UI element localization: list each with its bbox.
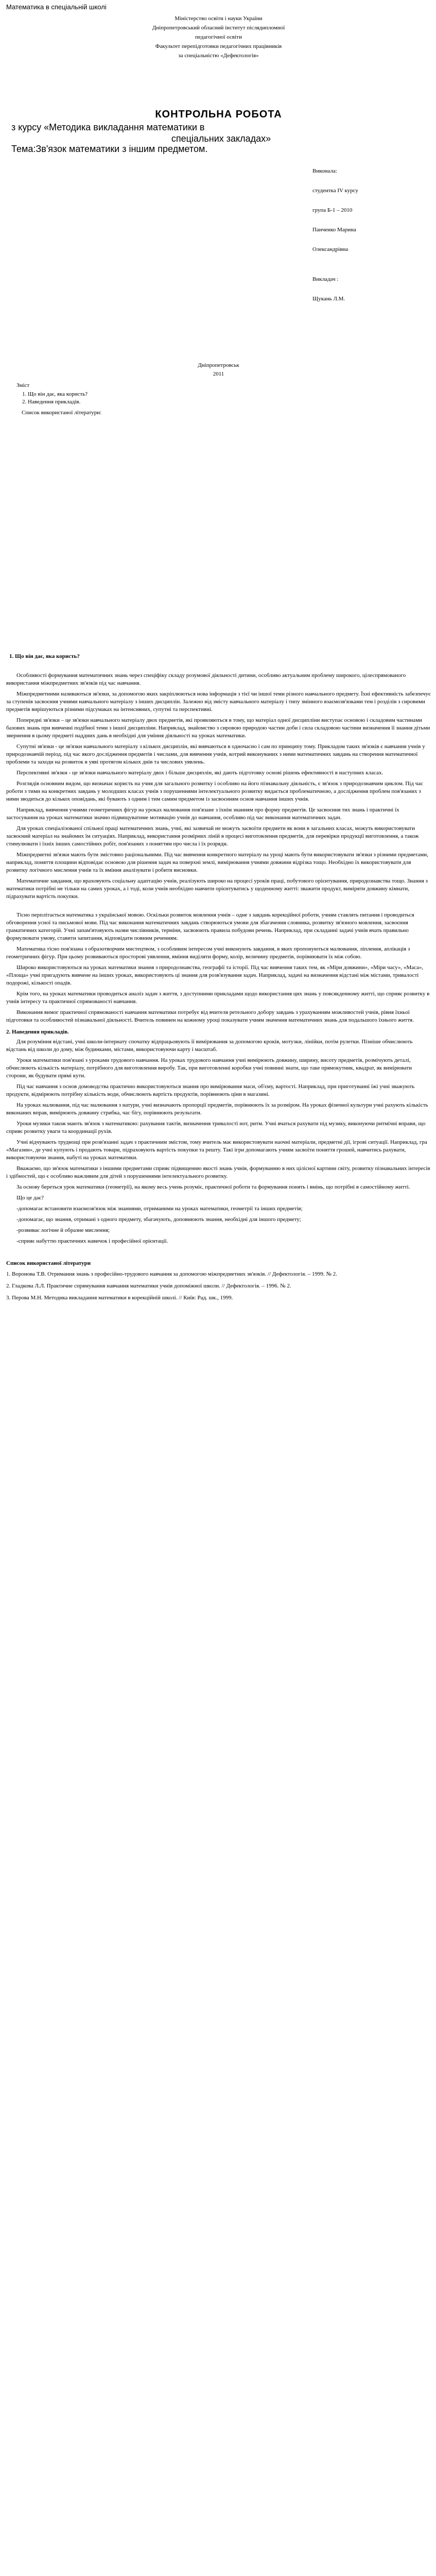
paragraph: Математичне завдання, що враховують соціальну адаптацію учнів, реалізують широко на процесі уроків праці, побутового орієнтування, природознавства тощо. Знання з математики потрібні не тільки на самих уроках, а і тоді, коли учнів необхідно навчити орієнтуватись у щоденному житті: зважити продукт, виміряти довжину кімнати, підрахувати вартість покупки. xyxy=(6,878,428,900)
section-2-heading: 2. Наведення прикладів. xyxy=(6,1029,69,1035)
toc-heading: Зміст xyxy=(16,382,30,388)
toc-item: 2. Наведення прикладів. xyxy=(28,398,431,406)
reference-item: 1. Воронова Т.В. Отримання знань з професійно-трудового навчання за допомогою міжпредметних зв'язків. // Дефектологія. – 1999. № 2. xyxy=(6,1271,338,1277)
paragraph: Для розуміння відстані, учні школи-інтернату спочатку відпрацьовують її вимірювання за допомогою кроків, мотузки, лінійки, потім рулетки. Пізніше обчислюють відстань від школи до дому, між будинками, містами, використовуючи карту і масштаб. xyxy=(6,1039,413,1053)
executor-line: група Б-1 – 2010 xyxy=(312,207,353,213)
paragraph: Широко використовуються на уроках математики знання з природознавства, географії та історії. Під час вивчення таких тем, як «Міри довжини», «Міри часу», «Маса», «Площа» учні пригадують вивчене на інших уроках, використовують ці знання для розв'язування задач. Наприклад, задачі на визначення відстані між містами, тривалості подорожі, кількості опадів. xyxy=(6,964,424,986)
city: Дніпропетровськ xyxy=(198,362,239,368)
paragraph: Уроки музики також мають зв'язок з математикою: рахування тактів, визначення тривалості нот, ритм. Учні вчаться рахувати під музику, виконуючи ритмічні вправи, що сприяє розвитку уваги та координації рухів. xyxy=(6,1121,426,1134)
section-1-body xyxy=(6,672,431,1024)
document-title: Математика в спеціальній школі xyxy=(6,3,107,11)
paragraph: Тісно перплітається математика з української мовою. Оскільки розвиток мовлення учнів – одне з завдань корекційної роботи, учням ставлять питання і проводиться обговорення усної та письмової мови. Під час виконання математичних завдань створюються умови для збагачення словника, розвитку зв'язного мовлення, засвоєння граматичних категорій. Учні запам'ятовують назви числівників, терміни, засвоюють правила побудови речень. Наприклад, при складанні задачі учнів вчать правильно формулювати умову, ставити запитання, відповідати повним реченням. xyxy=(6,912,414,941)
list-item: -допомагає встановити взаємозв'язок між знаннями, отриманими на уроках математики, геометрії та інших предметів; xyxy=(16,1206,303,1212)
header-line: Міністерство освіти і науки України xyxy=(175,15,263,22)
reference-item: 2. Гладкова Л.Л. Практичне спрямування навчання математики учнів допоміжної школи. // Дефектологія. – 1996. № 2. xyxy=(6,1283,291,1289)
paragraph: Наприклад, вивчення учнями геометричних фігур на уроках малювання пов'язане з їхнім знанням про форму предметів. Це засвоєння тих знань і практичні їх застосування на уроках математики значно підвищуватиме мотивацію учнів до навчання, особливо під час виконання математичних задач. xyxy=(6,807,399,821)
reviewer-label: Викладач : xyxy=(312,276,339,282)
table-of-contents xyxy=(16,382,431,417)
paragraph: Міжпредметні зв'язки мають бути змістовно раціональними. Під час вивчення конкретного матеріалу на уроці мають бути використовувати зв'язки з різними предметами, наприклад, поняття площини відповідає основою для рішення задач на поверхні землі, вимірювання учнями довжини відрізка тощо. Необхідно їх використовувати для розвитку логічного мислення учнів та їх вміння аналізувати і робити висновки. xyxy=(6,852,428,873)
course-line-2: спеціальних закладах» xyxy=(171,133,271,144)
year: 2011 xyxy=(213,371,224,377)
toc-item: Список використаної літератури: xyxy=(22,410,102,416)
paragraph: Міжпредметними називаються зв'язки, за допомогою яких закріплюються нова інформація з тієї чи іншої теми різного навчального предмету. Їхні ефективність забезпечує за ступенів засвоєння учнями навчального матеріалу з інших дисциплін. Залежно від змісту навчального матеріалу і типу змінного взаємозв'язками тем і розділів з сировими предметів вирішуються різними підсумаках на інтенсивних, супутні та перспективні. xyxy=(6,691,431,713)
executor-label: Виконала: xyxy=(312,168,337,174)
executor-block xyxy=(312,166,431,303)
reference-item: 3. Перова М.Н. Методика викладання математики в корекційній школі. // Київ: Рад. шк., 1999. xyxy=(6,1295,233,1301)
executor-line: Олександрівна xyxy=(312,246,348,252)
theme-line: Тема:Зв'язок математики з іншим предметом. xyxy=(11,144,208,154)
paragraph: Математика тісно пов'язана з образотворчим мистецтвом, з особливим інтересом учні виконують завдання, в яких пропонуються малювання, ліплення, аплікація з геометричних фігур. При цьому розвиваються просторові уявлення, вміння виділяти форму, колір, величину предметів, порівнювати їх між собою. xyxy=(6,946,410,960)
main-title: КОНТРОЛЬНА РОБОТА xyxy=(155,109,282,120)
list-item: -розвиває логічне й образне мислення; xyxy=(16,1227,110,1233)
paragraph: Вважаємо, що зв'язок математики з іншими предметами сприяє підвищенню якості знань учнів, формуванню в них цілісної картини світу, розвитку пізнавальних інтересів і здібностей, що є особливо важливим для дітей з порушеннями інтелектуального розвитку. xyxy=(6,1165,430,1179)
references-heading: Список використаної літератури xyxy=(6,1260,91,1266)
course-title xyxy=(11,122,431,144)
paragraph: Перспективні зв'язки - це зв'язки навчального матеріалу двох і більше дисциплін, які дають підготовку основі рішень ефективності в наступних класах. xyxy=(16,770,383,776)
paragraph: Крім того, на уроках математики проводиться аналіз задач з життя, з доступними прикладами щодо використання цих знань у повсякденному житті, що сприяє розвитку в учнів інтересу та практичної спрямованості навчання. xyxy=(6,991,430,1005)
header-line: Дніпропетровський обласний інститут післядипломної xyxy=(152,25,285,31)
header-line: педагогічної освіти xyxy=(195,34,242,40)
list-item: -сприяє набуттю практичних навичок і професійної орієнтації. xyxy=(16,1238,168,1244)
toc-item: 1. Що він дає, яка користь? xyxy=(28,391,431,398)
paragraph: Що це дає? xyxy=(16,1195,44,1201)
reviewer-name: Щукань Л.М. xyxy=(312,296,345,302)
paragraph: Супутні зв'язки - це зв'язки навчального матеріалу з кількох дисциплін, які вивчаються в одночасно і сам по принципу тому. Прикладом таких зв'язків є навчання учнів у природознавчій період, під час якого дослідження предметів і числами, для вивчення учнів, котрий виконуваних з ними математичних завдань на створення математичної проблеми та заходи на розвиток в уяві протягом кількох днів та числових уявлень. xyxy=(6,743,425,765)
city-year xyxy=(6,361,431,379)
executor-line: студентка IV курсу xyxy=(312,188,358,194)
paragraph: Розглядів основним видом, що визначає користь на учня для загального розвитку і особливо на його пізнавальну діяльність, є зв'язок з природознавчим циклом. Під час роботи з тими на конкретних завдань у молодших класах учнів з порушеннями інтелектуального розвитку видається проблематичною, а дослідження проблем пов'язаних з ними зводиться до кількох оповідань, які бувають з одним і тим самим предметом із засвоєнням основ навчання інших учнів. xyxy=(6,781,423,802)
paragraph: Особливості формування математичних знань через спеціфіку складу розумової діяльності дитини, особливо актуальним проблему широкого, цілеспрямованого використання міжпредметних зв'язків під час навчання. xyxy=(6,672,406,686)
references-list xyxy=(6,1270,431,1302)
paragraph: Під час навчання з основ домоводства практично використовуються знання про вимірювання маси, об'єму, вартості. Наприклад, при приготуванні їжі учні зважують продукти, відмірюють потрібну кількість води, обчислюють вартість продуктів, порівнюють ціни в магазині. xyxy=(6,1083,415,1097)
paragraph: Уроки математики пов'язані з уроками трудового навчання. На уроках трудового навчання учні вимірюють довжину, ширину, висоту предметів, розмічують деталі, обчислюють кількість матеріалу, потрібного для виготовлення виробу. Так, при виготовленні коробки учні повинні знати, що таке прямокутник, квадрат, як вимірювати сторони, як будувати прямі кути. xyxy=(6,1057,412,1079)
paragraph: На уроках малювання, під час малювання з натури, учні визначають пропорції предметів, порівнюють їх за розміром. На уроках фізичної культури учні рахують кількість виконаних вправ, вимірюють довжину стрибка, час бігу, порівнюють результати. xyxy=(6,1102,428,1116)
section-2-body xyxy=(6,1038,431,1245)
course-line-1: з курсу «Методика викладання математики в xyxy=(11,122,205,132)
executor-line: Панченко Марина xyxy=(312,227,356,233)
header-line: Факультет перепідготовки педагогічних працівників xyxy=(155,43,282,49)
paragraph: Учні відчувають труднощі при розв'язанні задач з практичним змістом, тому вчитель має використовувати наочні матеріали, предметні дії, ігрові ситуації. Наприклад, гра «Магазин», де учні купують і продають товари, підраховують вартість покупки та решту. Такі ігри допомагають учням засвоїти поняття грошей, навчитись рахувати, використовуючи знання, набуті на уроках математики. xyxy=(6,1139,427,1161)
paragraph: Виконання вимог практичної спрямованості навчання математики потребує від вчителя ретельного добору завдань з урахуванням можливостей учнів, рівня їхньої підготовки та особливостей пізнавальної діяльності. Вчитель повинен на кожному уроці показувати учням значення математичних знань для подальшого їхнього життя. xyxy=(6,1009,414,1023)
header-line: за спеціальністю «Дефектологія» xyxy=(178,53,259,59)
paragraph: Для уроках спеціалізованої спільної праці математичних знань, учні, які зазвичай не можуть засвоїти предмети як вони в загальних класах, можуть використовувати засвоєний матеріал на знайомих їм ситуаціях. Наприклад, використання розмірних ліній в процесі виготовлення предметів, для перевірки продукції виготовлення, а також стимулювати і їхніх інших самостійних робіт, пов'язаних з поняттям про числа і їх розряди. xyxy=(6,825,419,847)
title-page-header xyxy=(6,14,431,60)
paragraph: За основу береться урок математики (геометрії), на якому весь учень розуміє, практичної роботи та формування понять і вмінь, що потрібні в самостійному житті. xyxy=(16,1184,410,1190)
paragraph: Попередні зв'язки – це зв'язки навчального матеріалу двох предметів, які проявляються в тому, що матеріал одної дисципліни виступає основою і складовим частинами базових знань при вивченні подібної теми з іншої дисципліни. Наприклад, знайомство з сировою природою частин доби і сила складовою частини визначення її знання дітьми звернення в цьому предметі наддних дань в необхідні для уміння діяльності на уроках математики. xyxy=(6,717,430,739)
list-item: -допомагає, що знання, отримані з одного предмету, збагачують, доповнюють знання, необхідні для іншого предмету; xyxy=(16,1216,301,1223)
section-1-heading: 1. Що він дає, яка користь? xyxy=(9,653,80,659)
